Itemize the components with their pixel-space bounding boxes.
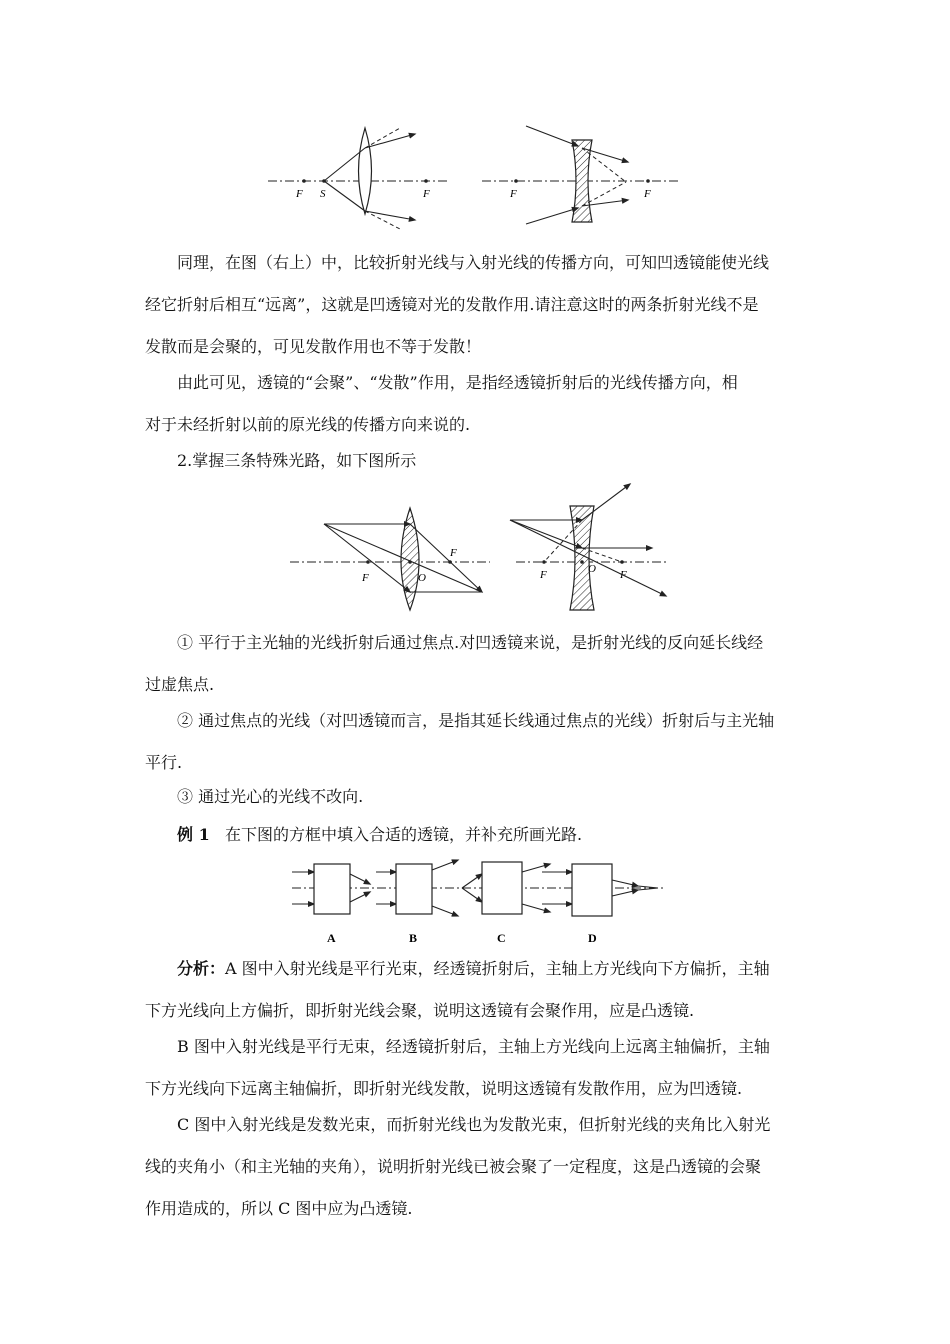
convex-lens bbox=[359, 128, 372, 214]
special-focus-left: F bbox=[362, 572, 369, 584]
label-d: D bbox=[588, 931, 597, 945]
p1-line1: 同理，在图（右上）中，比较折射光线与入射光线的传播方向，可知凹透镜能使光线 bbox=[177, 253, 770, 272]
label-b: B bbox=[409, 931, 418, 945]
label-a: A bbox=[327, 931, 336, 945]
analysis-label: 分析： bbox=[177, 959, 226, 978]
p2-line2: 对于未经折射以前的原光线的传播方向来说的. bbox=[145, 415, 471, 434]
box-a-diagram bbox=[292, 864, 370, 945]
box-d-diagram bbox=[542, 864, 658, 945]
p2-line1: 由此可见，透镜的“会聚”、“发散”作用，是指经透镜折射后的光线传播方向，相 bbox=[177, 373, 738, 392]
p1-line3: 发散而是会聚的，可见发散作用也不等于发散！ bbox=[145, 337, 482, 356]
paragraph-concave-divergence bbox=[145, 242, 810, 368]
focus-label-left: F bbox=[296, 188, 303, 200]
concave-focus-left: F bbox=[510, 188, 517, 200]
three-rays-heading: 2.掌握三条特殊光路，如下图所示 bbox=[177, 451, 417, 470]
source-label: S bbox=[320, 188, 326, 200]
box-b-diagram bbox=[376, 860, 458, 945]
rule1-line1: ① 平行于主光轴的光线折射后通过焦点.对凹透镜来说，是折射光线的反向延长线经 bbox=[177, 633, 764, 652]
analysis-line2: 下方光线向上方偏折，即折射光线会聚，说明这透镜有会聚作用，应是凸透镜. bbox=[145, 1001, 695, 1020]
pB-line2: 下方光线向下远离主轴偏折，即折射光线发散，说明这透镜有发散作用，应为凹透镜. bbox=[145, 1079, 743, 1098]
rule-one bbox=[145, 622, 810, 706]
concave-special-focus-left: F bbox=[540, 569, 547, 581]
optical-center-label: O bbox=[418, 572, 426, 584]
box-b bbox=[396, 864, 432, 914]
analysis-line1: A 图中入射光线是平行光束，经透镜折射后，主轴上方光线向下方偏折，主轴 bbox=[225, 959, 770, 978]
box-a bbox=[314, 864, 350, 914]
rule2-line2: 平行. bbox=[145, 753, 183, 772]
concave-focus-right: F bbox=[644, 188, 651, 200]
paragraph-conclusion bbox=[145, 362, 810, 446]
pB-line1: B 图中入射光线是平行无束，经透镜折射后，主轴上方光线向上远离主轴偏折，主轴 bbox=[177, 1037, 770, 1056]
special-focus-right: F bbox=[450, 547, 457, 559]
convex-lens-hatched bbox=[401, 508, 419, 610]
concave-optical-center: O bbox=[588, 563, 596, 575]
analysis-a bbox=[145, 948, 810, 1032]
label-c: C bbox=[497, 931, 506, 945]
convex-lens-diagram bbox=[268, 128, 448, 229]
pC-line3: 作用造成的，所以 C 图中应为凸透镜. bbox=[145, 1199, 413, 1218]
rule-two bbox=[145, 700, 810, 784]
rule2-line1: ② 通过焦点的光线（对凹透镜而言，是指其延长线通过焦点的光线）折射后与主光轴 bbox=[177, 711, 775, 730]
pC-line2: 线的夹角小（和主光轴的夹角），说明折射光线已被会聚了一定程度，这是凸透镜的会聚 bbox=[145, 1157, 762, 1176]
rule-three bbox=[145, 776, 810, 818]
box-c-diagram bbox=[462, 862, 550, 945]
box-d bbox=[572, 864, 612, 916]
rule3-line: ③ 通过光心的光线不改向. bbox=[177, 787, 364, 806]
figure-special-rays bbox=[290, 482, 670, 614]
focus-label-right: F bbox=[423, 188, 430, 200]
figure-lens-boxes bbox=[292, 858, 672, 950]
box-c bbox=[482, 862, 522, 914]
figure-lens-comparison bbox=[260, 118, 700, 230]
concave-special-rays bbox=[510, 484, 666, 610]
convex-special-rays bbox=[290, 508, 490, 610]
analysis-b bbox=[145, 1026, 810, 1110]
rule1-line2: 过虚焦点. bbox=[145, 675, 215, 694]
example-text: 在下图的方框中填入合适的透镜，并补充所画光路. bbox=[224, 825, 583, 844]
concave-lens-hatched bbox=[570, 506, 594, 610]
example-label: 例 1 bbox=[177, 825, 210, 844]
pC-line1: C 图中入射光线是发数光束，而折射光线也为发散光束，但折射光线的夹角比入射光 bbox=[177, 1115, 771, 1134]
concave-lens-diagram bbox=[482, 126, 680, 224]
p1-line2: 经它折射后相互“远离”，这就是凹透镜对光的发散作用.请注意这时的两条折射光线不是 bbox=[145, 295, 759, 314]
analysis-c bbox=[145, 1104, 810, 1230]
concave-special-focus-right: F bbox=[620, 569, 627, 581]
section-three-rays bbox=[145, 440, 810, 482]
example-1 bbox=[145, 814, 810, 856]
